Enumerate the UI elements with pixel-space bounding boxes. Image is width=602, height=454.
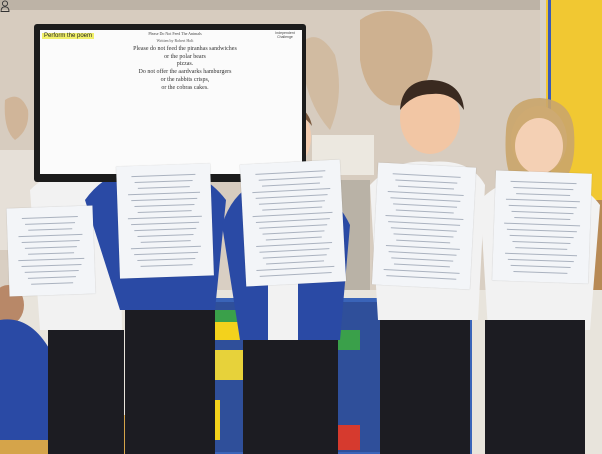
sheet-text-line — [513, 271, 567, 274]
sheet-text-line — [516, 193, 570, 196]
sheet-text-line — [391, 257, 453, 261]
sheet-text-line — [504, 223, 580, 227]
sheet-text-line — [386, 245, 460, 250]
sheet-text-line — [512, 211, 574, 214]
sheet-text-line — [256, 194, 328, 199]
sheet-text-line — [141, 240, 191, 243]
sheet-text-line — [256, 242, 332, 247]
sheet-text-line — [266, 237, 322, 241]
sheet-text-line — [131, 246, 201, 249]
sheet-text-line — [510, 235, 574, 238]
sheet-text-line — [384, 269, 460, 274]
sheet-text-line — [256, 218, 330, 223]
sheet-text-line — [396, 240, 450, 244]
poem-sheet — [116, 163, 214, 278]
sheet-text-line — [131, 198, 197, 201]
sheet-text-line — [508, 259, 574, 262]
sheet-text-line — [515, 247, 567, 250]
sheet-text-line — [391, 227, 457, 231]
sheet-text-line — [394, 233, 454, 237]
sheet-text-line — [507, 229, 577, 232]
slide-author: Written by Robert Holt — [156, 38, 194, 43]
sheet-text-line — [138, 234, 194, 237]
slide-title: Please Do Not Feed The Animals — [148, 31, 202, 36]
sheet-text-line — [22, 240, 80, 243]
user-icon — [0, 0, 10, 12]
poem-sheet — [372, 163, 476, 290]
sheet-text-line — [135, 180, 193, 183]
sheet-text-line — [263, 254, 327, 258]
poem-sheet — [6, 206, 95, 297]
sheet-text-line — [131, 222, 199, 225]
sheet-text-line — [385, 215, 463, 220]
sheet-text-line — [260, 272, 332, 277]
sheet-text-line — [395, 179, 457, 183]
sheet-text-line — [386, 275, 456, 280]
poem-line: or the polar bears — [164, 54, 206, 60]
slide-corner-label: Independent Challenge — [275, 31, 295, 39]
sheet-text-line — [389, 251, 457, 256]
sheet-text-line — [396, 210, 454, 214]
sheet-text-line — [137, 258, 195, 261]
sheet-text-line — [259, 224, 327, 229]
sheet-text-line — [512, 241, 570, 244]
sheet-text-line — [255, 170, 325, 175]
poem-line: or the cobras cakes. — [161, 85, 209, 91]
sheet-text-line — [28, 228, 72, 231]
sheet-text-line — [22, 216, 78, 219]
sheet-text-line — [266, 260, 324, 264]
sheet-text-line — [22, 264, 82, 267]
sheet-text-line — [134, 228, 196, 231]
poem-line: or the rabbits crisps, — [160, 77, 210, 83]
sheet-text-line — [28, 252, 74, 255]
sheet-text-line — [128, 216, 202, 220]
poem-sheet — [492, 170, 592, 283]
sheet-text-line — [18, 234, 82, 237]
sheet-text-line — [252, 188, 330, 193]
sheet-text-line — [509, 205, 577, 208]
sheet-text-line — [134, 252, 198, 255]
sheet-text-line — [18, 258, 84, 261]
poem-line: Do not offer the aardvarks hamburgers — [138, 69, 232, 75]
sheet-text-line — [393, 203, 457, 207]
slide-tag: Perform the poem — [44, 33, 93, 39]
sheet-text-line — [131, 174, 195, 177]
sheet-text-line — [394, 263, 450, 267]
sheet-text-line — [259, 176, 323, 180]
sheet-text-line — [134, 204, 194, 207]
sheet-text-line — [28, 276, 76, 279]
sheet-text-line — [138, 210, 192, 213]
sheet-text-line — [141, 264, 193, 267]
sheet-text-line — [388, 221, 460, 226]
sheet-text-line — [514, 217, 570, 220]
sheet-text-line — [25, 270, 79, 273]
sheet-text-line — [262, 206, 322, 210]
sheet-text-line — [263, 230, 325, 234]
poem-line: pizzas. — [176, 61, 194, 67]
sheet-text-line — [128, 192, 200, 196]
sheet-text-line — [259, 248, 329, 253]
sheet-text-line — [511, 265, 571, 268]
poem-sheet — [240, 159, 346, 286]
sheet-text-line — [256, 266, 334, 271]
sheet-text-line — [511, 181, 577, 184]
sheet-text-line — [253, 212, 333, 217]
sheet-text-line — [25, 246, 77, 249]
sheet-text-line — [505, 253, 577, 257]
sheet-text-line — [513, 187, 573, 190]
sheet-text-line — [262, 183, 320, 187]
sheet-text-line — [138, 186, 190, 189]
sheet-text-line — [259, 200, 325, 204]
sheet-text-line — [31, 282, 73, 284]
sheet-text-line — [25, 222, 75, 225]
sheet-text-line — [390, 197, 460, 202]
sheet-text-line — [506, 199, 580, 203]
sheet-text-line — [388, 191, 464, 196]
sheet-text-line — [398, 186, 454, 190]
sheet-text-line — [393, 173, 461, 178]
poem-line: Please do not feed the piranhas sandwiches — [133, 46, 237, 52]
